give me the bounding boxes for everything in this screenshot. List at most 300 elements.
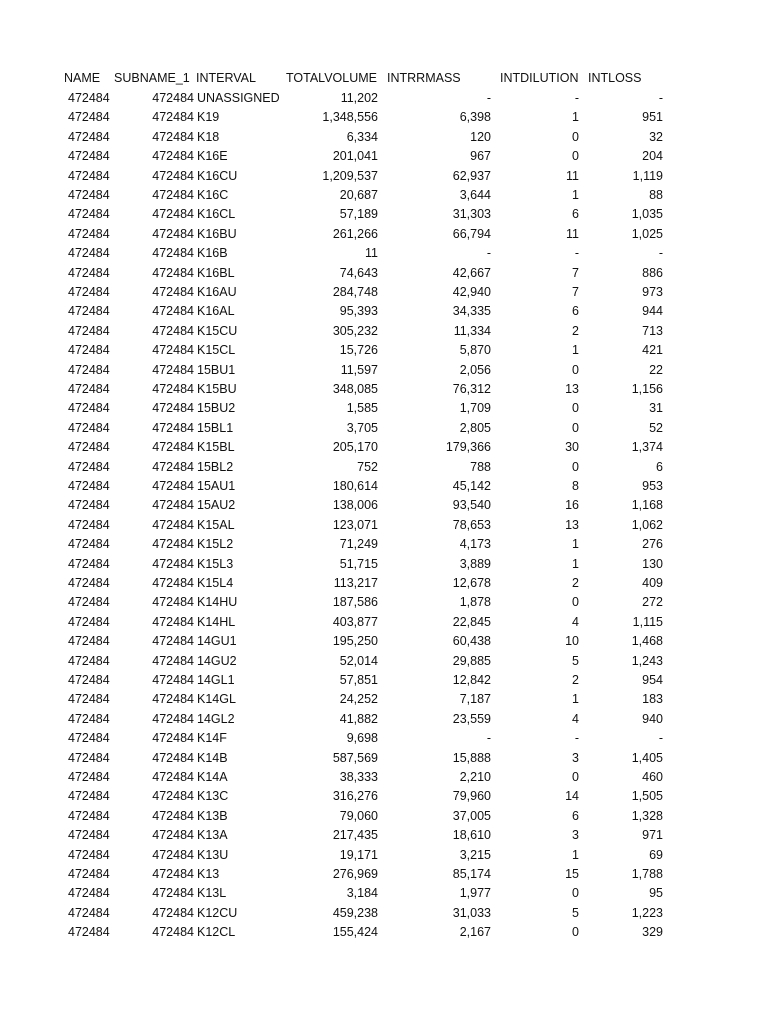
cell-interval: K16E [197, 149, 228, 164]
cell-intdilution: 2 [572, 673, 579, 687]
cell-name: 472484 [68, 323, 110, 338]
cell-intdilution: 0 [572, 362, 579, 377]
cell-name: 472484 [68, 498, 110, 513]
table-row [0, 496, 768, 515]
cell-totalvolume: 195,250 [332, 634, 378, 649]
cell-interval: K15L4 [197, 576, 234, 590]
cell-name: 472484 [68, 653, 110, 668]
cell-intloss: 1,405 [631, 750, 663, 765]
cell-totalvolume: 284,748 [332, 285, 378, 299]
cell-name: 472484 [68, 595, 110, 610]
cell-subname: 472484 [152, 168, 194, 183]
cell-name: 472484 [68, 207, 110, 222]
cell-intloss: 31 [649, 401, 663, 416]
cell-name: 472484 [68, 905, 110, 920]
cell-intloss: 204 [642, 149, 663, 164]
cell-interval: 14GL2 [197, 711, 235, 726]
cell-totalvolume: 587,569 [332, 750, 378, 765]
cell-intrrmass: 85,174 [452, 867, 491, 881]
cell-interval: K15L3 [197, 556, 234, 571]
table-row [0, 89, 768, 108]
cell-subname: 472484 [152, 304, 194, 319]
cell-totalvolume: 752 [357, 459, 378, 474]
table-row [0, 302, 768, 321]
cell-intdilution: 1 [572, 847, 579, 862]
header-intdilution: INTDILUTION [500, 71, 579, 85]
cell-intrrmass: 37,005 [452, 808, 491, 823]
table-row [0, 380, 768, 399]
table-row [0, 322, 768, 341]
cell-interval: K19 [197, 110, 220, 125]
cell-intloss: - [658, 246, 663, 261]
table-row [0, 341, 768, 360]
cell-intdilution: 1 [572, 343, 579, 358]
table-row [0, 826, 768, 845]
cell-intrrmass: 62,937 [452, 168, 491, 183]
cell-interval: K15AL [197, 517, 235, 532]
cell-subname: 472484 [152, 188, 194, 202]
table-row [0, 244, 768, 263]
cell-name: 472484 [68, 440, 110, 455]
table-row [0, 884, 768, 903]
header-intloss: INTLOSS [588, 71, 642, 85]
table-row [0, 632, 768, 651]
table-row [0, 108, 768, 127]
cell-totalvolume: 1,348,556 [322, 110, 378, 125]
cell-intrrmass: 76,312 [452, 382, 491, 396]
cell-name: 472484 [68, 168, 110, 183]
cell-intloss: 22 [649, 362, 663, 377]
cell-intdilution: 4 [572, 614, 579, 629]
cell-subname: 472484 [152, 459, 194, 474]
cell-subname: 472484 [152, 440, 194, 455]
cell-intdilution: 3 [572, 828, 579, 843]
cell-intrrmass: 15,888 [452, 750, 491, 765]
cell-interval: K12CL [197, 925, 236, 940]
table-row [0, 904, 768, 923]
table-row [0, 516, 768, 535]
cell-totalvolume: 74,643 [339, 265, 378, 280]
cell-intloss: 1,374 [631, 440, 663, 455]
cell-intdilution: 1 [572, 556, 579, 571]
cell-subname: 472484 [152, 789, 194, 804]
cell-interval: 14GU1 [197, 634, 237, 649]
cell-totalvolume: 11 [365, 246, 378, 261]
cell-interval: 15BU2 [197, 401, 236, 416]
cell-intdilution: 0 [572, 459, 579, 474]
cell-totalvolume: 51,715 [339, 556, 378, 571]
cell-totalvolume: 24,252 [339, 692, 378, 707]
cell-intdilution: 10 [565, 634, 579, 649]
table-row [0, 283, 768, 302]
cell-intloss: 69 [649, 847, 663, 862]
cell-intrrmass: 788 [470, 459, 491, 474]
cell-subname: 472484 [152, 343, 194, 358]
cell-intdilution: 14 [565, 789, 579, 804]
cell-intrrmass: 60,438 [452, 634, 491, 649]
cell-intdilution: 7 [572, 285, 579, 299]
cell-totalvolume: 138,006 [332, 498, 378, 513]
cell-intloss: 1,168 [631, 498, 663, 513]
cell-intrrmass: 4,173 [459, 537, 491, 552]
cell-name: 472484 [68, 808, 110, 823]
cell-intloss: 953 [642, 479, 663, 493]
cell-subname: 472484 [152, 711, 194, 726]
table-row [0, 264, 768, 283]
cell-name: 472484 [68, 188, 110, 202]
cell-totalvolume: 1,585 [346, 401, 378, 416]
header-subname: SUBNAME_1 [114, 71, 190, 85]
cell-subname: 472484 [152, 653, 194, 668]
cell-interval: 15AU2 [197, 498, 236, 513]
cell-intloss: 130 [642, 556, 663, 571]
cell-name: 472484 [68, 362, 110, 377]
cell-interval: K14HL [197, 614, 236, 629]
cell-intdilution: 0 [572, 420, 579, 435]
cell-intrrmass: 6,398 [459, 110, 491, 125]
cell-intloss: - [658, 731, 663, 746]
cell-totalvolume: 217,435 [332, 828, 378, 843]
cell-name: 472484 [68, 886, 110, 901]
table-row [0, 399, 768, 418]
cell-name: 472484 [68, 479, 110, 493]
cell-subname: 472484 [152, 401, 194, 416]
cell-subname: 472484 [152, 847, 194, 862]
cell-intdilution: 5 [572, 905, 579, 920]
cell-intdilution: 15 [565, 867, 579, 881]
header-row [0, 69, 768, 88]
cell-intrrmass: 7,187 [459, 692, 491, 707]
table-row [0, 749, 768, 768]
cell-interval: K16AL [197, 304, 235, 319]
cell-interval: K16AU [197, 285, 237, 299]
cell-subname: 472484 [152, 479, 194, 493]
cell-subname: 472484 [152, 517, 194, 532]
cell-totalvolume: 11,202 [340, 91, 378, 105]
cell-intloss: 1,156 [631, 382, 663, 396]
cell-intdilution: 6 [572, 207, 579, 222]
cell-subname: 472484 [152, 808, 194, 823]
cell-subname: 472484 [152, 634, 194, 649]
cell-subname: 472484 [152, 731, 194, 746]
cell-intrrmass: 1,977 [459, 886, 491, 901]
table-row [0, 671, 768, 690]
cell-interval: UNASSIGNED [197, 91, 280, 105]
cell-intrrmass: 29,885 [452, 653, 491, 668]
cell-interval: 15BU1 [197, 362, 236, 377]
cell-totalvolume: 3,184 [346, 886, 378, 901]
cell-intrrmass: 3,889 [459, 556, 491, 571]
cell-interval: K13B [197, 808, 228, 823]
table-row [0, 555, 768, 574]
cell-subname: 472484 [152, 226, 194, 241]
cell-name: 472484 [68, 634, 110, 649]
cell-intloss: - [658, 91, 663, 105]
cell-intloss: 1,328 [631, 808, 663, 823]
cell-intdilution: 7 [572, 265, 579, 280]
cell-intrrmass: 93,540 [452, 498, 491, 513]
cell-intloss: 951 [642, 110, 663, 125]
cell-interval: K15BU [197, 382, 237, 396]
cell-interval: K14HU [197, 595, 238, 610]
cell-intrrmass: 1,709 [459, 401, 491, 416]
cell-interval: K16BL [197, 265, 235, 280]
cell-totalvolume: 348,085 [332, 382, 378, 396]
cell-intloss: 940 [642, 711, 663, 726]
table-row [0, 729, 768, 748]
cell-name: 472484 [68, 91, 110, 105]
cell-intrrmass: - [486, 91, 491, 105]
cell-intdilution: 0 [572, 595, 579, 610]
cell-totalvolume: 79,060 [339, 808, 378, 823]
cell-intloss: 1,035 [631, 207, 663, 222]
cell-totalvolume: 1,209,537 [322, 168, 378, 183]
cell-subname: 472484 [152, 673, 194, 687]
cell-intloss: 971 [642, 828, 663, 843]
cell-interval: K14A [197, 770, 228, 784]
cell-intdilution: - [574, 731, 579, 746]
cell-interval: K14F [197, 731, 227, 746]
cell-interval: K13A [197, 828, 228, 843]
cell-totalvolume: 71,249 [339, 537, 378, 552]
cell-name: 472484 [68, 692, 110, 707]
table-row [0, 923, 768, 942]
table-row [0, 167, 768, 186]
cell-intloss: 713 [642, 323, 663, 338]
cell-intrrmass: 967 [470, 149, 491, 164]
table-row [0, 652, 768, 671]
cell-intloss: 1,115 [632, 614, 663, 629]
cell-intloss: 1,243 [631, 653, 663, 668]
table-row [0, 787, 768, 806]
cell-intdilution: - [574, 91, 579, 105]
cell-intloss: 1,788 [631, 867, 663, 881]
cell-subname: 472484 [152, 420, 194, 435]
cell-intloss: 1,223 [631, 905, 663, 920]
cell-intrrmass: - [486, 731, 491, 746]
cell-intloss: 409 [642, 576, 663, 590]
table-row [0, 574, 768, 593]
cell-intrrmass: 31,303 [452, 207, 491, 222]
cell-intdilution: 0 [572, 401, 579, 416]
cell-totalvolume: 180,614 [332, 479, 378, 493]
cell-intrrmass: 3,644 [459, 188, 491, 202]
cell-intrrmass: 23,559 [452, 711, 491, 726]
cell-subname: 472484 [152, 362, 194, 377]
cell-intloss: 329 [642, 925, 663, 940]
cell-intloss: 272 [642, 595, 663, 610]
cell-totalvolume: 57,189 [339, 207, 378, 222]
cell-subname: 472484 [152, 614, 194, 629]
cell-subname: 472484 [152, 129, 194, 144]
cell-intloss: 1,468 [631, 634, 663, 649]
cell-totalvolume: 276,969 [332, 867, 378, 881]
cell-intdilution: 30 [565, 440, 579, 455]
cell-intdilution: 1 [572, 537, 579, 552]
cell-name: 472484 [68, 246, 110, 261]
cell-totalvolume: 41,882 [339, 711, 378, 726]
cell-subname: 472484 [152, 265, 194, 280]
cell-interval: 15AU1 [197, 479, 236, 493]
cell-interval: K15CU [197, 323, 238, 338]
cell-intloss: 944 [642, 304, 663, 319]
cell-totalvolume: 52,014 [339, 653, 378, 668]
cell-interval: K14B [197, 750, 228, 765]
cell-name: 472484 [68, 556, 110, 571]
cell-intrrmass: 18,610 [452, 828, 491, 843]
cell-interval: K13 [197, 867, 220, 881]
cell-intloss: 1,062 [631, 517, 663, 532]
cell-subname: 472484 [152, 595, 194, 610]
cell-interval: 15BL1 [197, 420, 234, 435]
cell-intrrmass: 66,794 [452, 226, 491, 241]
cell-name: 472484 [68, 517, 110, 532]
cell-intdilution: 0 [572, 149, 579, 164]
header-intrrmass: INTRRMASS [387, 71, 461, 85]
header-name: NAME [64, 71, 101, 85]
cell-totalvolume: 113,217 [333, 576, 378, 590]
cell-totalvolume: 11,597 [340, 362, 378, 377]
cell-totalvolume: 15,726 [339, 343, 378, 358]
cell-interval: K15CL [197, 343, 236, 358]
cell-intdilution: 1 [572, 692, 579, 707]
cell-intrrmass: 2,167 [459, 925, 491, 940]
cell-subname: 472484 [152, 925, 194, 940]
cell-name: 472484 [68, 149, 110, 164]
header-interval: INTERVAL [196, 71, 256, 85]
cell-subname: 472484 [152, 692, 194, 707]
cell-intloss: 954 [642, 673, 663, 687]
cell-intrrmass: 22,845 [452, 614, 491, 629]
cell-subname: 472484 [152, 110, 194, 125]
cell-intdilution: 16 [565, 498, 579, 513]
cell-interval: K16CU [197, 168, 238, 183]
cell-intloss: 1,025 [631, 226, 663, 241]
table-row [0, 147, 768, 166]
cell-interval: K14GL [197, 692, 236, 707]
cell-intdilution: 13 [565, 517, 579, 532]
cell-intrrmass: 78,653 [452, 517, 491, 532]
cell-name: 472484 [68, 459, 110, 474]
cell-intrrmass: 42,940 [452, 285, 491, 299]
table-row [0, 593, 768, 612]
cell-name: 472484 [68, 614, 110, 629]
cell-name: 472484 [68, 731, 110, 746]
cell-totalvolume: 6,334 [346, 129, 378, 144]
cell-subname: 472484 [152, 382, 194, 396]
cell-subname: 472484 [152, 498, 194, 513]
cell-subname: 472484 [152, 867, 194, 881]
cell-subname: 472484 [152, 886, 194, 901]
cell-name: 472484 [68, 226, 110, 241]
cell-interval: K16CL [197, 207, 236, 222]
cell-intrrmass: 179,366 [445, 440, 491, 455]
cell-totalvolume: 57,851 [339, 673, 378, 687]
table-row [0, 128, 768, 147]
cell-name: 472484 [68, 867, 110, 881]
table-row [0, 768, 768, 787]
cell-totalvolume: 95,393 [339, 304, 378, 319]
cell-intdilution: 0 [572, 925, 579, 940]
cell-intloss: 1,505 [631, 789, 663, 804]
cell-interval: K16C [197, 188, 229, 202]
cell-intloss: 421 [642, 343, 663, 358]
cell-totalvolume: 187,586 [332, 595, 378, 610]
cell-totalvolume: 9,698 [346, 731, 378, 746]
cell-totalvolume: 305,232 [332, 323, 378, 338]
cell-subname: 472484 [152, 828, 194, 843]
cell-intdilution: 4 [572, 711, 579, 726]
cell-intrrmass: 45,142 [452, 479, 491, 493]
cell-intdilution: 0 [572, 129, 579, 144]
cell-interval: K15L2 [197, 537, 234, 552]
cell-intrrmass: 2,805 [459, 420, 491, 435]
cell-interval: 15BL2 [197, 459, 234, 474]
cell-intloss: 95 [649, 886, 663, 901]
header-totalvolume: TOTALVOLUME [286, 71, 377, 85]
cell-totalvolume: 316,276 [332, 789, 378, 804]
cell-intrrmass: 12,678 [452, 576, 491, 590]
cell-intrrmass: - [486, 246, 491, 261]
table-row [0, 690, 768, 709]
cell-intdilution: 13 [565, 382, 579, 396]
cell-intdilution: 2 [572, 323, 579, 338]
cell-totalvolume: 20,687 [339, 188, 378, 202]
cell-intdilution: 1 [572, 188, 579, 202]
cell-totalvolume: 155,424 [332, 925, 378, 940]
cell-intloss: 276 [642, 537, 663, 552]
table-row [0, 186, 768, 205]
table-row [0, 458, 768, 477]
cell-intdilution: 8 [572, 479, 579, 493]
cell-intrrmass: 3,215 [459, 847, 491, 862]
cell-totalvolume: 459,238 [332, 905, 378, 920]
cell-intrrmass: 1,878 [459, 595, 491, 610]
cell-totalvolume: 38,333 [339, 770, 378, 784]
cell-interval: K16B [197, 246, 228, 261]
cell-name: 472484 [68, 847, 110, 862]
cell-subname: 472484 [152, 91, 194, 105]
cell-interval: K12CU [197, 905, 238, 920]
cell-subname: 472484 [152, 770, 194, 784]
cell-subname: 472484 [152, 750, 194, 765]
table-row [0, 613, 768, 632]
cell-intdilution: 6 [572, 304, 579, 319]
cell-totalvolume: 123,071 [332, 517, 378, 532]
cell-intrrmass: 5,870 [459, 343, 491, 358]
cell-name: 472484 [68, 343, 110, 358]
cell-intrrmass: 11,334 [453, 323, 491, 338]
cell-intdilution: - [574, 246, 579, 261]
cell-intdilution: 6 [572, 808, 579, 823]
cell-subname: 472484 [152, 149, 194, 164]
cell-interval: K15BL [197, 440, 235, 455]
cell-intrrmass: 34,335 [452, 304, 491, 319]
cell-interval: 14GL1 [197, 673, 235, 687]
cell-intdilution: 3 [572, 750, 579, 765]
cell-intrrmass: 42,667 [452, 265, 491, 280]
cell-interval: K18 [197, 129, 220, 144]
cell-name: 472484 [68, 382, 110, 396]
cell-intloss: 886 [642, 265, 663, 280]
cell-interval: K16BU [197, 226, 237, 241]
cell-name: 472484 [68, 750, 110, 765]
cell-subname: 472484 [152, 556, 194, 571]
cell-intloss: 52 [649, 420, 663, 435]
cell-totalvolume: 3,705 [346, 420, 378, 435]
cell-name: 472484 [68, 401, 110, 416]
cell-intdilution: 11 [566, 168, 579, 183]
